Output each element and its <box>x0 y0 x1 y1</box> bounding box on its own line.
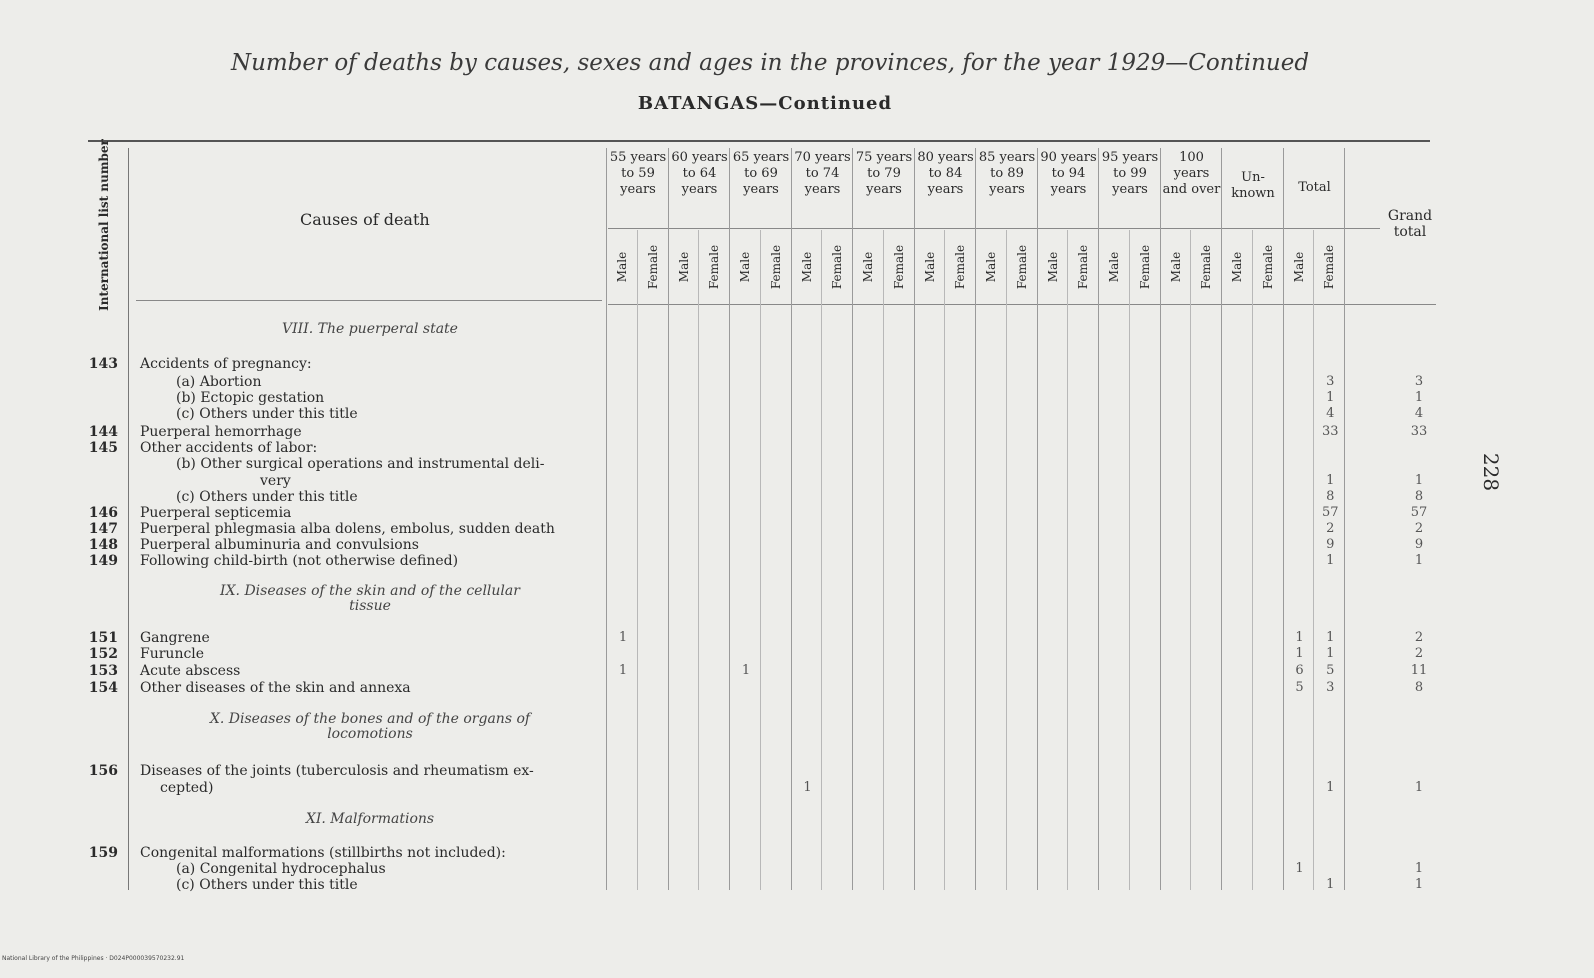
grand-total-cell: 2 <box>1414 521 1424 536</box>
age-group-header: 80 years to 84 years <box>917 150 974 197</box>
sex-rule <box>1252 230 1253 890</box>
female-header: Female <box>953 244 968 290</box>
section-heading: IX. Diseases of the skin and of the cellular tissue <box>220 583 520 614</box>
count-cell: 1 <box>1295 630 1304 645</box>
sex-rule <box>1129 230 1130 890</box>
grand-total-cell: 1 <box>1414 861 1424 876</box>
count-cell: 1 <box>1326 780 1335 795</box>
female-header: Female <box>1076 244 1091 290</box>
grand-total-cell: 1 <box>1414 553 1424 568</box>
female-header: Female <box>830 244 845 290</box>
row-number: 154 <box>88 680 118 696</box>
section-heading: XI. Malformations <box>305 811 435 827</box>
grand-total-cell: 8 <box>1414 489 1424 504</box>
sex-rule <box>1006 230 1007 890</box>
count-cell: 3 <box>1326 680 1335 695</box>
count-cell: 1 <box>1326 630 1335 645</box>
cause-label: Accidents of pregnancy: <box>140 356 312 372</box>
column-rule <box>668 148 669 890</box>
row-number: 144 <box>88 424 118 440</box>
age-group-header: 100 years and over <box>1162 150 1221 197</box>
count-cell: 1 <box>1326 473 1335 488</box>
count-cell: 1 <box>1326 877 1335 892</box>
male-header: Male <box>861 251 875 283</box>
column-rule <box>791 148 792 890</box>
count-cell: 1 <box>618 630 628 645</box>
count-cell: 6 <box>1295 663 1304 678</box>
cause-label: cepted) <box>160 780 214 796</box>
sex-rule <box>1313 230 1314 890</box>
row-number: 149 <box>88 553 118 569</box>
count-cell: 5 <box>1295 680 1304 695</box>
count-cell: 5 <box>1326 663 1335 678</box>
cause-label: Acute abscess <box>140 663 241 679</box>
count-cell: 57 <box>1321 505 1339 520</box>
count-cell: 4 <box>1326 406 1335 421</box>
female-header: Female <box>645 244 660 290</box>
column-rule <box>729 148 730 890</box>
footer-credit: National Library of the Philippines · D024P000039570232.91 <box>2 955 185 962</box>
header-rule-ages <box>608 228 1380 229</box>
age-group-header: 90 years to 94 years <box>1040 150 1097 197</box>
male-header: Male <box>922 251 937 283</box>
count-cell: 1 <box>1295 861 1304 876</box>
cause-label: Puerperal phlegmasia alba dolens, embolus, sudden death <box>140 521 555 537</box>
cause-label: Following child-birth (not otherwise defined) <box>140 553 459 569</box>
grand-total-cell: 4 <box>1414 406 1424 421</box>
page-number: 228 <box>1479 452 1504 492</box>
female-header: Female <box>1322 244 1337 290</box>
count-cell: 1 <box>1295 646 1304 661</box>
male-header: Male <box>1107 251 1121 283</box>
count-cell: 1 <box>741 663 751 678</box>
sex-rule <box>698 230 699 890</box>
row-number: 151 <box>88 630 118 646</box>
grand-total-cell: 57 <box>1410 505 1428 520</box>
count-cell: 33 <box>1321 424 1339 439</box>
sex-rule <box>637 230 638 890</box>
male-header: Male <box>1230 251 1244 283</box>
table-top-rule <box>88 140 1430 142</box>
male-header: Male <box>1291 251 1306 283</box>
cause-label: Furuncle <box>140 646 205 662</box>
cause-label: Other accidents of labor: <box>140 440 318 456</box>
causes-header: Causes of death <box>300 210 430 229</box>
row-number: 147 <box>88 521 118 537</box>
header-rule-sex <box>608 304 1436 305</box>
sex-rule <box>944 230 945 890</box>
female-header: Female <box>707 244 722 290</box>
grand-total-cell: 3 <box>1414 374 1424 389</box>
grand-total-cell: 2 <box>1414 630 1424 645</box>
row-number: 159 <box>88 845 118 861</box>
row-number: 143 <box>88 356 118 372</box>
column-rule <box>1283 148 1284 890</box>
count-cell: 2 <box>1326 521 1335 536</box>
male-header: Male <box>738 251 752 283</box>
grand-total-cell: 1 <box>1414 780 1424 795</box>
grand-total-cell: 33 <box>1410 424 1428 439</box>
grand-total-cell: 1 <box>1414 877 1424 892</box>
male-header: Male <box>1168 251 1183 283</box>
column-rule <box>1221 148 1222 890</box>
header-rule-causes <box>136 300 602 301</box>
column-rule-intl <box>128 148 129 890</box>
age-group-header: 95 years to 99 years <box>1101 150 1159 197</box>
age-group-header: 85 years to 89 years <box>978 150 1036 197</box>
column-rule <box>606 148 607 890</box>
cause-label: (c) Others under this title <box>176 489 358 505</box>
column-rule <box>852 148 853 890</box>
age-group-header: 70 years to 74 years <box>794 150 851 197</box>
count-cell: 8 <box>1326 489 1335 504</box>
male-header: Male <box>799 251 814 283</box>
grand-total-header: Grand total <box>1387 208 1433 240</box>
age-group-header: Un- known <box>1231 170 1275 201</box>
row-number: 146 <box>88 505 118 521</box>
grand-total-cell: 8 <box>1414 680 1424 695</box>
male-header: Male <box>1045 251 1060 283</box>
sex-rule <box>760 230 761 890</box>
female-header: Female <box>1260 244 1275 290</box>
column-rule <box>975 148 976 890</box>
column-rule <box>1160 148 1161 890</box>
column-rule <box>1098 148 1099 890</box>
row-number: 153 <box>88 663 118 679</box>
sex-rule <box>821 230 822 890</box>
female-header: Female <box>1014 244 1029 290</box>
section-heading: X. Diseases of the bones and of the organs of locomotions <box>209 711 531 742</box>
grand-total-cell: 9 <box>1414 537 1424 552</box>
section-heading: VIII. The puerperal state <box>282 321 458 337</box>
cause-label: (b) Ectopic gestation <box>176 390 325 406</box>
cause-label: (a) Congenital hydrocephalus <box>176 861 386 877</box>
age-group-header: Total <box>1298 180 1331 195</box>
female-header: Female <box>1137 244 1152 290</box>
female-header: Female <box>891 244 906 290</box>
cause-label: Puerperal albuminuria and convulsions <box>140 537 419 553</box>
count-cell: 1 <box>803 780 812 795</box>
male-header: Male <box>676 251 691 283</box>
cause-label: (c) Others under this title <box>176 406 358 422</box>
cause-label: (a) Abortion <box>176 374 262 390</box>
cause-label: Diseases of the joints (tuberculosis and rheumatism ex- <box>140 763 534 779</box>
age-group-header: 60 years to 64 years <box>671 150 728 197</box>
sex-rule <box>1190 230 1191 890</box>
cause-label: Other diseases of the skin and annexa <box>140 680 411 696</box>
age-group-header: 65 years to 69 years <box>732 150 790 197</box>
count-cell: 1 <box>618 663 628 678</box>
count-cell: 1 <box>1326 390 1335 405</box>
page-subtitle: BATANGAS—Continued <box>637 93 893 114</box>
row-number: 156 <box>88 763 118 779</box>
cause-label: Congenital malformations (stillbirths not included): <box>140 845 506 861</box>
cause-label: (c) Others under this title <box>176 877 358 893</box>
sex-rule <box>1067 230 1068 890</box>
cause-label: (b) Other surgical operations and instrumental deli- <box>176 456 545 472</box>
cause-label: Puerperal septicemia <box>140 505 292 521</box>
row-number: 148 <box>88 537 118 553</box>
column-rule <box>1037 148 1038 890</box>
count-cell: 1 <box>1326 646 1335 661</box>
sex-rule <box>883 230 884 890</box>
column-rule <box>914 148 915 890</box>
cause-label: Puerperal hemorrhage <box>140 424 302 440</box>
count-cell: 1 <box>1326 553 1335 568</box>
row-number: 145 <box>88 440 118 456</box>
male-header: Male <box>984 251 998 283</box>
count-cell: 9 <box>1326 537 1335 552</box>
female-header: Female <box>768 244 783 290</box>
row-number: 152 <box>88 646 118 662</box>
cause-label: very <box>260 473 291 489</box>
cause-label: Gangrene <box>140 630 210 646</box>
male-header: Male <box>615 251 629 283</box>
age-group-header: 75 years to 79 years <box>855 150 913 197</box>
grand-total-cell: 2 <box>1414 646 1424 661</box>
female-header: Female <box>1199 244 1214 290</box>
grand-total-cell: 11 <box>1410 663 1428 678</box>
international-list-header: International list number <box>97 139 111 311</box>
age-group-header: 55 years to 59 years <box>609 150 667 197</box>
grand-total-cell: 1 <box>1414 473 1424 488</box>
count-cell: 3 <box>1326 374 1335 389</box>
column-rule <box>1344 148 1345 890</box>
grand-total-cell: 1 <box>1414 390 1424 405</box>
page-title: Number of deaths by causes, sexes and ages in the provinces, for the year 1929—Continued <box>230 50 1310 76</box>
